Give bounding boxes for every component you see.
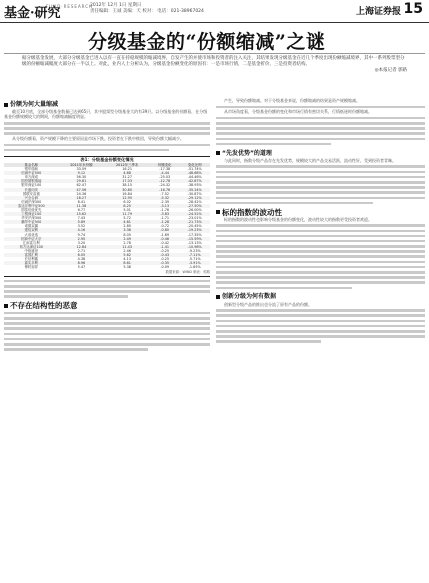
table-cell: 2.95 [59,237,105,241]
table-cell: -38.93% [187,183,202,188]
table-cell: -0.25 [160,257,170,262]
table-cell: 大成优选 [24,232,39,237]
table-cell: 4.68 [104,171,150,175]
table-cell: -15.59% [179,237,210,241]
table-cell: 17.03 [104,179,150,183]
square-bullet-icon [216,295,220,299]
table-cell: 5.72 [123,216,131,221]
page-date: 2012年 12月 1日 星期日 [90,3,142,8]
section-heading-text: 不存在结构性的恶意 [10,301,78,311]
section-title: 基金·研究 [4,6,61,21]
table-cell: -26.00% [187,207,202,212]
table-source: 数据来源：WIND 制表：郭路 [165,270,210,275]
table-cell: -5.71% [188,257,201,262]
table-cell: 招商中证大宗 [4,237,59,241]
data-table [4,156,210,277]
table-cell: 5.38 [123,265,131,270]
table-cell: 信诚中证500 [4,171,59,175]
table-cell: 15.62 [59,212,105,216]
square-bullet-icon [4,304,8,308]
table-cell: 国投瑞银瑞福 [4,179,59,183]
table-cell: -0.42 [160,240,170,245]
table-cell: 8.05 [123,232,131,237]
table-cell: 长信利鑫 [24,257,39,262]
table-cell: -20.45% [187,224,202,229]
page-meta [90,3,290,15]
table-cell: -13.13% [187,240,202,245]
column-left [4,98,210,352]
table-cell: -30.87% [187,191,202,196]
table-cell: 24.36 [76,191,87,196]
table-cell: 中欧盛世 [24,248,39,253]
table-cell: -0.72 [160,224,170,229]
page-number: 15 [403,1,423,17]
text-line [4,294,210,299]
table-cell: -29.12% [179,196,210,200]
table-cell: -1.28 [150,220,179,224]
table-cell: 11.79 [104,212,150,216]
table-cell: 3.52 [77,224,86,229]
table-cell: -1.65% [188,265,201,270]
table-cell: 5.47 [77,265,86,270]
text-line [4,148,210,153]
table-cell: 12.84 [59,245,105,249]
table-cell: 38.15 [122,183,132,188]
table-cell: 嘉实多利 [4,261,59,265]
text-line [216,339,425,344]
table-cell: 6.05 [59,253,105,257]
page-header [0,0,429,23]
table-cell: -7.52 [160,191,170,196]
table-cell: 31.27 [122,175,132,180]
section-heading-text: 份额为何大量缩减 [10,101,59,108]
text-line [216,285,425,290]
table-cell: 8.41 [77,199,86,204]
table-cell: 8.61 [104,261,150,265]
table-cell: 银华瑞和 [24,167,39,172]
table-cell: 信诚沪深300 [21,199,42,204]
square-bullet-icon [216,210,220,214]
table-cell: 30.80 [104,188,150,192]
headline-area [0,27,429,51]
table-cell: 3.36 [104,228,150,232]
table-cell: 华安沪深300 [21,216,42,221]
table-cell: -27.50% [179,204,210,208]
table-header-cell: 份额变化 [150,163,179,167]
lead-text: 据分级基金发展，大部分分级基金已进入以有一直在持稳规模的缩减境界，自发产生的并使市场和投资者的注入关注，其结果发现分级基金在近几个季度出现份额缩减境界，其中一系列股票型分级的份额缩减幅度大部分在一半以上。对此，业内人士分析认为，分级基金份额变化的原因有：一是市场行情，二是基金折价，三是投资者结构。 [22,56,405,67]
text-line [216,142,425,147]
table-cell: 泰达宏利中证500 [4,204,59,208]
table-cell: 47.56 [59,188,105,192]
table-cell: 6.02 [123,199,131,204]
table-cell: 29.81 [59,179,105,183]
table-cell: 62.47 [76,183,87,188]
table-cell: 56.30 [76,175,87,180]
table-cell: -3.13 [150,204,179,208]
table-cell: -2.39 [160,199,170,204]
table-cell: -44.46% [187,175,202,180]
paragraph: 与此同时，指数分级产品存在先发优势，规模较大的产品交易活跃，流动性好，受到投资者青睐。 [224,157,396,163]
table-cell: -5.32 [150,196,179,200]
table-cell: 11.38 [59,204,105,208]
table-cell: 申万深成 [24,175,39,180]
table-cell: -24.52% [179,212,210,216]
table-cell: 33.59 [76,167,87,172]
table-cell: 5.89 [59,220,105,224]
table-cell: 建信双利 [4,228,59,232]
byline: ◎本报记者 郭路 [374,68,407,73]
paragraph: 标的指数的波动性也影响分级基金的份额变化，波动性较大的指数更受投资者欢迎。 [224,216,372,222]
table-cell: -0.43 [150,253,179,257]
table-title: 表1：分级基金份额变化情况 [80,156,134,162]
page-editors: 责任编辑：王诚 美编：天 校对： 电话：021-38967024 [90,9,204,14]
section-heading [216,151,425,156]
column-right [216,98,425,344]
table-body [4,163,210,269]
table-cell: 8.96 [59,261,105,265]
section-heading [216,294,425,299]
table-cell: -17.35% [187,232,202,237]
table-header-cell: 基金名称 [4,163,59,167]
table-cell: -3.91% [179,261,210,265]
table-header-cell: 变化比例 [179,163,210,167]
square-bullet-icon [216,151,220,155]
table-cell: -0.80 [150,228,179,232]
table-cell: -16.76 [150,188,179,192]
table-cell: -0.09 [160,265,170,270]
table-cell: -28.42% [187,199,202,204]
paragraph: 创新型分级产品的推出也分流了原有产品的份额。 [224,301,312,307]
table-cell: 兴全合润 [4,196,59,200]
table-cell: -23.01% [187,216,202,221]
table-cell: -35.24% [179,188,210,192]
divider [4,53,425,54]
section-subtitle: FUND·RESEARCH [46,4,94,9]
table-cell: -0.25 [160,248,170,253]
table-cell: 汇添富互利 [22,240,40,245]
table-cell: 9.12 [59,171,105,175]
article-lead [22,56,407,74]
table-cell: -4.44 [150,171,179,175]
table-cell: -1.41 [150,245,179,249]
table-cell: 7.43 [77,216,86,221]
article-headline: 分级基金的“份额缩减”之谜 [88,31,326,53]
table-cell: 富国汇利 [4,253,59,257]
table-cell: 3.20 [77,240,86,245]
section-heading-text: “先发优势”的道理 [222,149,272,157]
table-cell: 8.25 [104,204,150,208]
table-cell: 2.78 [123,240,131,245]
paragraph: 截至10月底，全部分级基金数量已达到65只，其中股票型分级基金大约有39只。以分级基金的份额看，在分级基金份额规模较大的期间，份额缩减幅度明显。 [4,109,208,120]
table-cell: -21.73% [179,220,210,224]
table-cell: 银华深证100 [21,183,42,188]
table-cell: 11.43 [104,245,150,249]
table-cell: -48.68% [179,171,210,175]
table-cell: 4.61 [104,220,150,224]
section-heading [216,207,425,217]
table-cell: 诺德双翼 [24,224,39,229]
section-heading [4,301,210,311]
table-cell: -17.38 [159,167,171,172]
table-cell: 国联安双禧 [22,191,40,196]
section-heading-text: 创新分级为何有数据 [222,293,277,301]
table-cell: 4.16 [59,228,105,232]
newspaper-name: 上海证券报 [355,7,401,17]
text-line [216,200,425,205]
table-cell: 18.27 [59,196,105,200]
table-cell: 5.62 [104,253,150,257]
paragraph: 从市场角度看，分级基金份额的变化和市场行情有密切关系，行情低迷时份额缩减。 [224,109,372,115]
table-cell: -3.83 [150,212,179,216]
table-cell: 16.21 [122,167,132,172]
table-cell: 易方达深证100 [4,245,59,249]
table-header-cell: 2011年末份额 [59,163,105,167]
table-cell: 国泰估值优先 [21,207,42,212]
table-header-cell: 2012年三季末 [104,163,150,167]
table-cell: 2.49 [104,237,150,241]
table-cell: -42.87% [179,179,210,183]
table-cell: 鹏华中证500 [4,220,59,224]
paragraph: 从分级份额看，资产规模下降的主要原因是市场下跌。投资者在下跌中赎回，导致份额大幅减少。 [12,136,184,142]
section-heading-text: 标的指数的波动性 [222,207,282,217]
table-cell: 4.38 [77,257,86,262]
table-cell: 12.95 [104,196,150,200]
table-cell: 2.71 [77,248,86,253]
table-cell: -0.46 [150,237,179,241]
table-cell: -1.71 [160,216,170,221]
table-cell: -10.98% [179,245,210,249]
table-cell: 4.13 [123,257,131,262]
table-cell: 博时裕祥 [24,265,39,270]
paragraph: 产生，导致份额缩减。对于分级基金来说，份额缩减的结果是资产规模缩减。 [224,98,360,103]
table-cell: 工银深证100 [4,212,59,216]
table-cell: 16.84 [122,191,132,196]
table-cell: 2.80 [123,224,131,229]
table-cell: -1.76 [160,207,170,212]
table-row [4,265,210,269]
table-cell: -25.03 [159,175,171,180]
table-cell: -1.69 [160,232,170,237]
table-cell: 6.77 [77,207,86,212]
table-cell: 9.74 [77,232,86,237]
table-cell: -9.23% [188,248,201,253]
table-cell: -51.74% [187,167,202,172]
table-cell: -19.23% [179,228,210,232]
table-cell: -7.11% [179,253,210,257]
table-cell: -24.32 [159,183,171,188]
table-cell: -12.78 [150,179,179,183]
section-heading [4,102,210,107]
square-bullet-icon [4,103,8,107]
table-cell: 5.01 [123,207,131,212]
table-cell: 长盛同庆 [4,188,59,192]
table-cell: 2.46 [123,248,131,253]
text-line [4,347,210,352]
table-cell: -0.35 [150,261,179,265]
